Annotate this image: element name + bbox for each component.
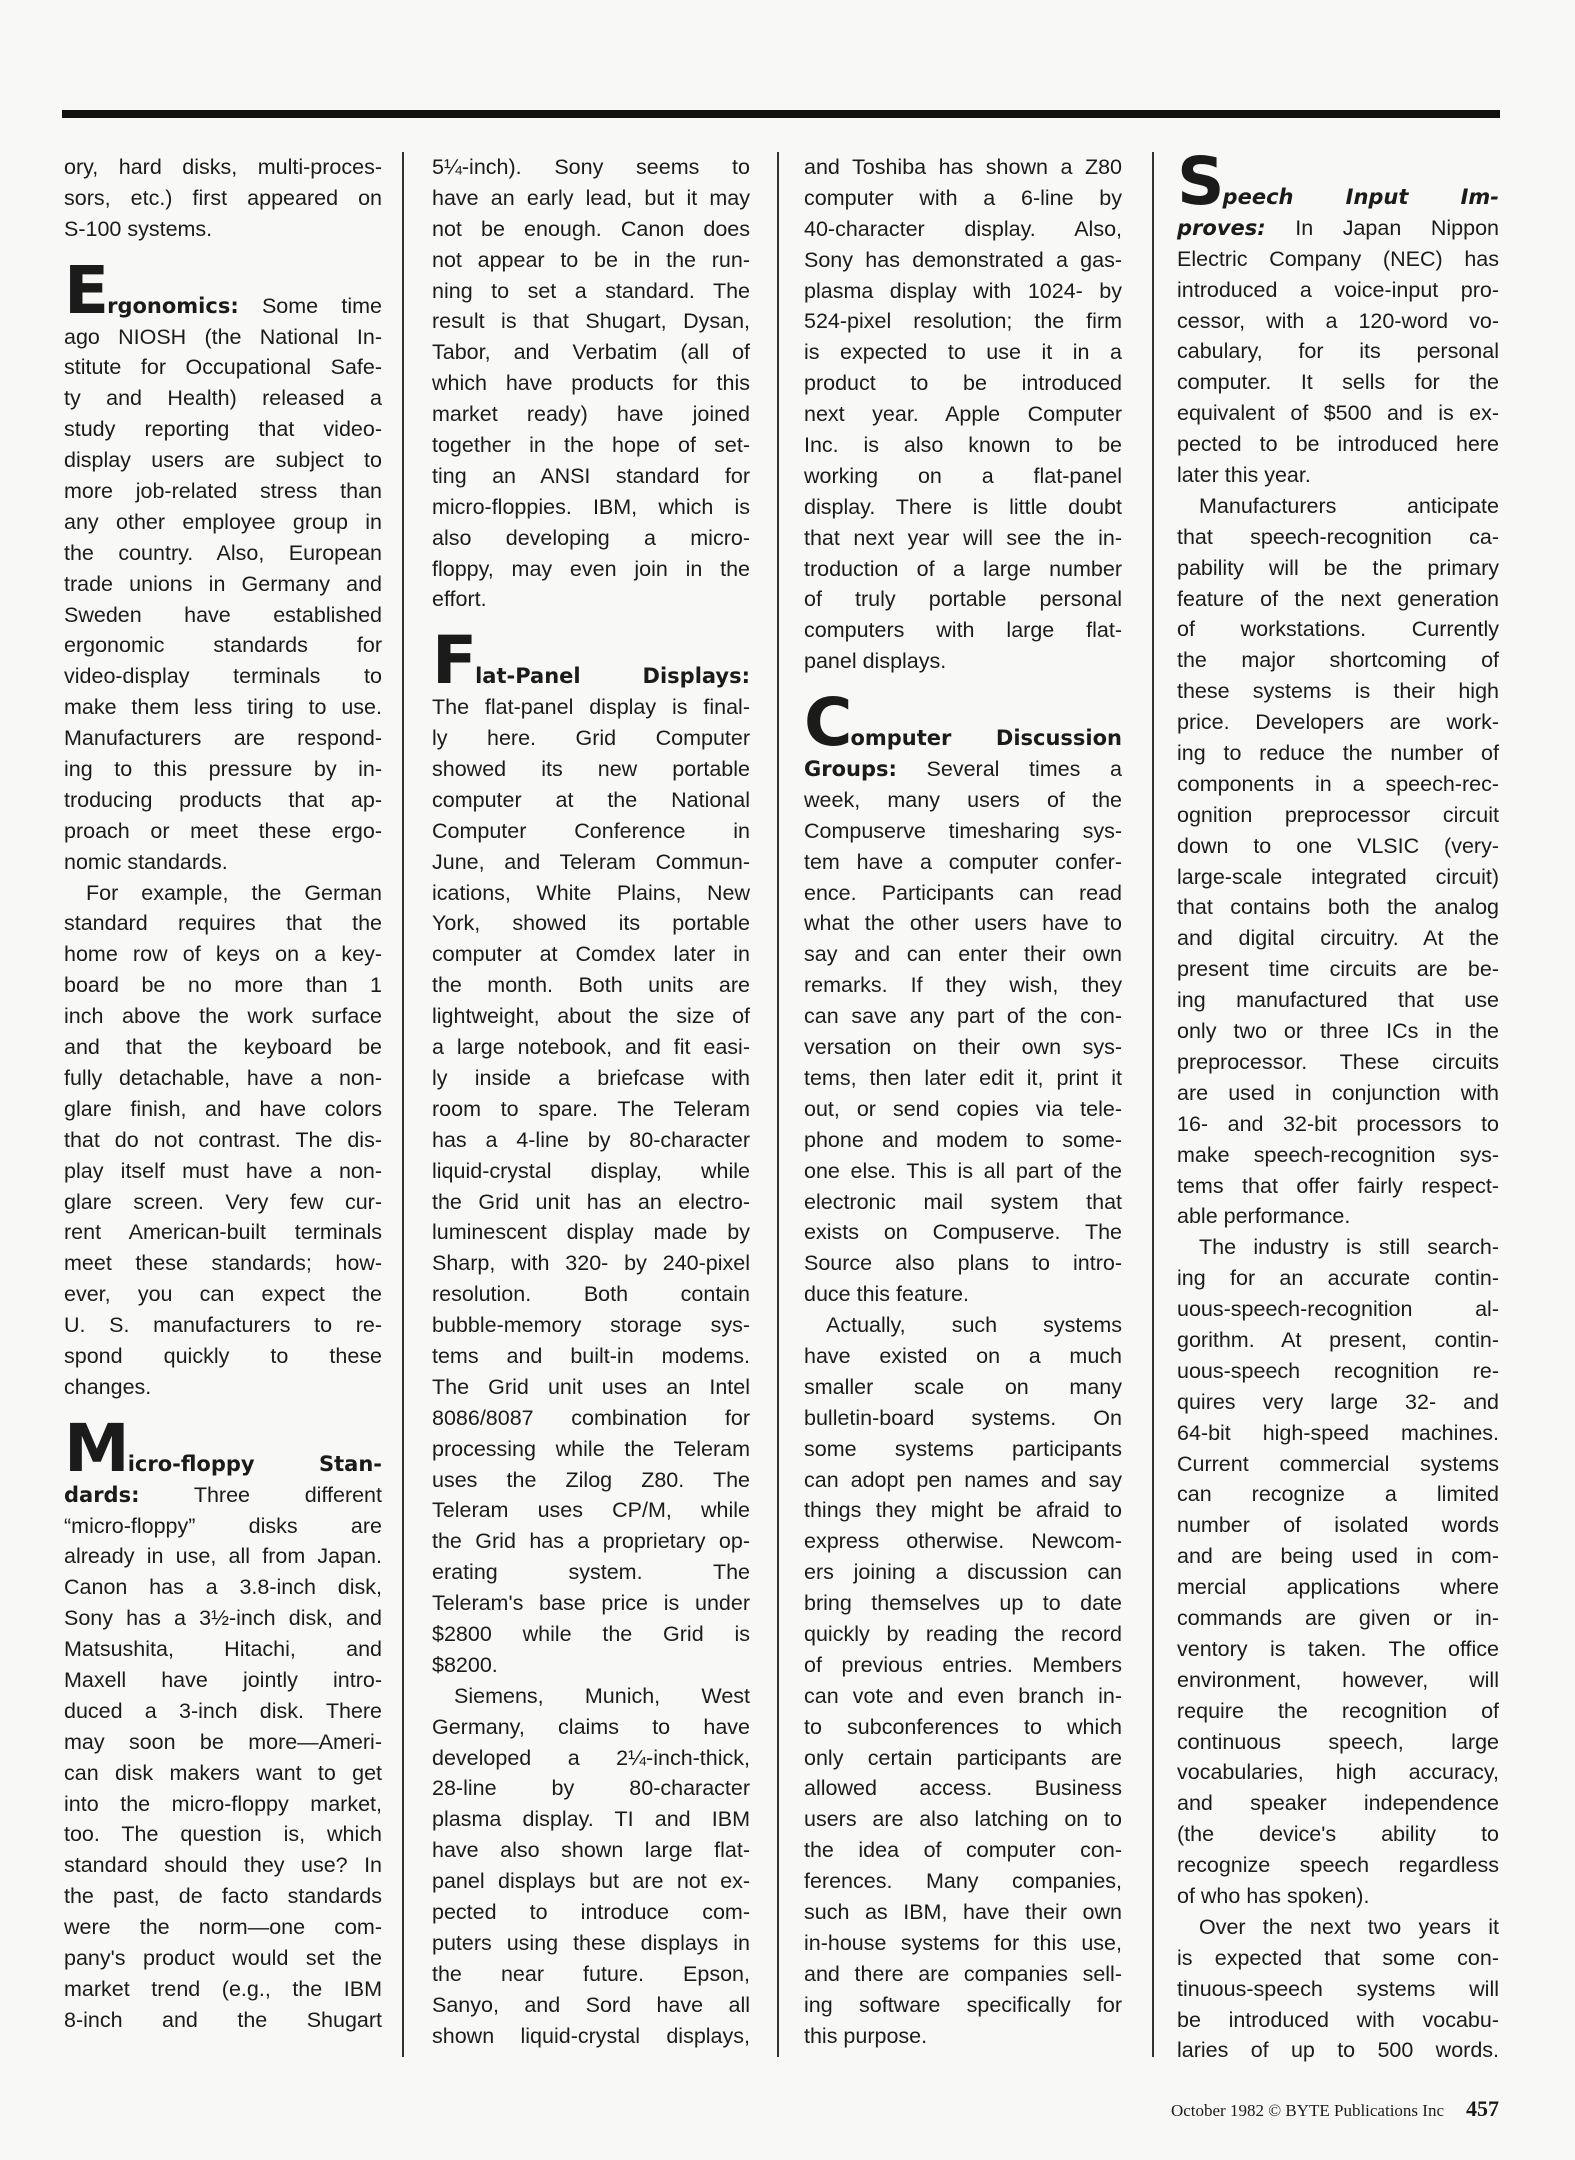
text-line: S-100 systems.: [64, 216, 213, 241]
text-line: changes.: [64, 1374, 152, 1399]
text-line: ers joining a discussion can: [804, 1560, 1122, 1585]
text-line: the idea of computer con-: [804, 1838, 1122, 1863]
text-line: smaller scale on many: [804, 1374, 1122, 1399]
text-line: [432, 622, 750, 700]
text-line: micro-floppies. IBM, which is: [432, 494, 750, 519]
text-line: Sweden have established: [64, 602, 382, 627]
text-line: duced a 3-inch disk. There: [64, 1698, 382, 1723]
text-line: phone and modem to some-: [804, 1127, 1122, 1152]
text-line: and are being used in com-: [1177, 1544, 1499, 1569]
text-line: of previous entries. Members: [804, 1652, 1122, 1677]
text-line: already in use, all from Japan.: [64, 1544, 382, 1569]
text-line: exists on Compuserve. The: [804, 1220, 1122, 1245]
text-line: be introduced with vocabu-: [1177, 2007, 1499, 2032]
text-line: vocabularies, high accuracy,: [1177, 1760, 1499, 1785]
text-line: Teleram's base price is under: [432, 1591, 750, 1616]
text-line: have also shown large flat-: [432, 1838, 750, 1863]
text-line: 5¼-inch). Sony seems to: [432, 155, 750, 179]
text-line: lightweight, about the size of: [432, 1004, 750, 1029]
text-line: play itself must have a non-: [64, 1158, 382, 1183]
column-divider: [777, 152, 779, 2057]
text-line: ago NIOSH (the National In-: [64, 324, 382, 349]
text-line: to subconferences to which: [804, 1714, 1122, 1739]
text-line: stitute for Occupational Safe-: [64, 355, 382, 380]
text-line: and speaker independence: [1177, 1791, 1499, 1816]
text-line: showed its new portable: [432, 757, 750, 782]
text-line: ing to reduce the number of: [1177, 741, 1499, 766]
text-line: Source also plans to intro-: [804, 1251, 1122, 1276]
footer-credit: October 1982 © BYTE Publications Inc: [1170, 2101, 1444, 2120]
text-line: working on a flat-panel: [804, 463, 1122, 488]
text-line: rent American-built terminals: [64, 1220, 382, 1245]
text-line: board be no more than 1: [64, 973, 382, 998]
text-line: market trend (e.g., the IBM: [64, 1976, 382, 2001]
text-line: tems, then later edit it, print it: [804, 1065, 1122, 1090]
text-line: Ergonomics: Some time: [64, 251, 382, 329]
text-line: plasma display with 1024- by: [804, 278, 1122, 303]
text-line: ory, hard disks, multi-proces-: [64, 155, 382, 179]
text-line: floppy, may even join in the: [432, 556, 750, 581]
text-line: require the recognition of: [1177, 1698, 1499, 1723]
text-line: (the device's ability to: [1177, 1822, 1499, 1847]
text-line: ergonomic standards for: [64, 633, 382, 658]
text-line: computer at the National: [432, 787, 750, 812]
text-line: product to be introduced: [804, 371, 1122, 396]
text-line: in-house systems for this use,: [804, 1930, 1122, 1955]
page-footer: [1171, 2096, 1499, 2122]
text-line: ing to this pressure by in-: [64, 757, 382, 782]
text-line: which have products for this: [432, 371, 750, 396]
text-line: developed a 2¼-inch-thick,: [432, 1745, 750, 1770]
text-line: Manufacturers are respond-: [64, 726, 382, 751]
text-line: York, showed its portable: [432, 911, 750, 936]
text-line: video-display terminals to: [64, 664, 382, 689]
text-line: Inc. is also known to be: [804, 433, 1122, 458]
paragraph: [1177, 1912, 1499, 2066]
text-line: Sanyo, and Sord have all: [432, 1992, 750, 2017]
text-line: market ready) have joined: [432, 402, 750, 427]
text-line: were the norm—one com-: [64, 1915, 382, 1940]
text-line: $8200.: [432, 1652, 498, 1677]
text-line: shown liquid-crystal displays,: [432, 2023, 750, 2048]
drop-cap: E: [64, 251, 108, 329]
text-line: pected to introduce com-: [432, 1899, 750, 1924]
text-line: ing manufactured that use: [1177, 988, 1499, 1013]
text-line: computers with large flat-: [804, 618, 1122, 643]
text-line: Computer Conference in: [432, 818, 750, 843]
text-line: Electric Company (NEC) has: [1177, 246, 1499, 271]
text-line: express otherwise. Newcom-: [804, 1529, 1122, 1554]
text-line: the month. Both units are: [432, 973, 750, 998]
text-line: down to one VLSIC (very-: [1177, 833, 1499, 858]
text-line: together in the hope of set-: [432, 433, 750, 458]
text-line: Sony has demonstrated a gas-: [804, 247, 1122, 272]
text-line: room to spare. The Teleram: [432, 1096, 750, 1121]
text-line: computer at Comdex later in: [432, 942, 750, 967]
text-line: uses the Zilog Z80. The: [432, 1467, 750, 1492]
text-line: 64-bit high-speed machines.: [1177, 1420, 1499, 1445]
text-line: processing while the Teleram: [432, 1436, 750, 1461]
text-line: proach or meet these ergo-: [64, 818, 382, 843]
text-line: the near future. Epson,: [432, 1961, 750, 1986]
text-line: say and can enter their own: [804, 942, 1122, 967]
text-line: tems that offer fairly respect-: [1177, 1173, 1499, 1198]
text-line: duce this feature.: [804, 1282, 969, 1307]
text-line: Over the next two years it: [1199, 1914, 1499, 1939]
text-line: Canon has a 3.8-inch disk,: [64, 1575, 382, 1600]
text-line: environment, however, will: [1177, 1667, 1499, 1692]
text-line: Actually, such systems: [826, 1313, 1122, 1338]
text-line: 8-inch and the Shugart: [64, 2007, 382, 2032]
text-line: users are also latching on to: [804, 1807, 1122, 1832]
text-line: Germany, claims to have: [432, 1714, 750, 1739]
text-line: result is that Shugart, Dysan,: [432, 309, 750, 334]
text-line: For example, the German: [86, 880, 382, 905]
page-number: 457: [1466, 2096, 1499, 2121]
text-line: glare screen. Very few cur-: [64, 1189, 382, 1214]
text-line: present time circuits are be-: [1177, 957, 1499, 982]
text-line: ting an ANSI standard for: [432, 463, 750, 488]
text-line: into the micro-floppy market,: [64, 1791, 382, 1816]
text-line: ly here. Grid Computer: [432, 726, 750, 751]
text-line: introduced a voice-input pro-: [1177, 277, 1499, 302]
text-line: can save any part of the con-: [804, 1004, 1122, 1029]
text-line: ications, White Plains, New: [432, 880, 750, 905]
text-line: week, many users of the: [804, 787, 1122, 812]
column-4: [1177, 143, 1499, 2066]
article-section: [1177, 143, 1499, 491]
text-line: components in a speech-rec-: [1177, 771, 1499, 796]
text-line: equivalent of $500 and is ex-: [1177, 401, 1499, 426]
text-line: “micro-floppy” disks are: [64, 1513, 382, 1538]
text-line: ing software specifically for: [804, 1992, 1122, 2017]
text-line: Manufacturers anticipate: [1199, 493, 1499, 518]
text-line: the past, de facto standards: [64, 1884, 382, 1909]
text-line: make speech-recognition sys-: [1177, 1142, 1499, 1167]
text-line: only certain participants are: [804, 1745, 1122, 1770]
text-line: Matsushita, Hitachi, and: [64, 1637, 382, 1662]
text-line: mercial applications where: [1177, 1575, 1499, 1600]
text-line: nomic standards.: [64, 849, 228, 874]
text-line: fully detachable, have a non-: [64, 1065, 382, 1090]
text-line: of truly portable personal: [804, 587, 1122, 612]
section-heading: omputer Discussion: [850, 726, 1122, 751]
text-line: Current commercial systems: [1177, 1451, 1499, 1476]
text-line: ning to set a standard. The: [432, 278, 750, 303]
top-rule: [62, 110, 1500, 118]
text-line: bring themselves up to date: [804, 1591, 1122, 1616]
text-line: and digital circuitry. At the: [1177, 926, 1499, 951]
text-line: proves: In Japan Nippon: [1177, 215, 1499, 240]
drop-cap: C: [804, 684, 851, 762]
text-line: Siemens, Munich, West: [454, 1683, 750, 1708]
text-line: can disk makers want to get: [64, 1760, 382, 1785]
text-line: such as IBM, have their own: [804, 1899, 1122, 1924]
text-line: plasma display. TI and IBM: [432, 1807, 750, 1832]
paragraph: [64, 152, 382, 245]
text-line: quickly by reading the record: [804, 1621, 1122, 1646]
text-line: spond quickly to these: [64, 1343, 382, 1368]
paragraph: [804, 1310, 1122, 2051]
text-line: quires very large 32- and: [1177, 1389, 1499, 1414]
text-line: bulletin-board systems. On: [804, 1405, 1122, 1430]
text-line: make them less tiring to use.: [64, 695, 382, 720]
text-line: [64, 1409, 382, 1487]
text-line: pany's product would set the: [64, 1945, 382, 1970]
text-line: Tabor, and Verbatim (all of: [432, 340, 750, 365]
text-line: 524-pixel resolution; the firm: [804, 309, 1122, 334]
text-line: this purpose.: [804, 2023, 928, 2048]
text-line: uous-speech recognition re-: [1177, 1358, 1499, 1383]
section-heading: proves:: [1177, 215, 1266, 240]
paragraph: [1177, 491, 1499, 1232]
text-line: bubble-memory storage sys-: [432, 1313, 750, 1338]
text-line: preprocessor. These circuits: [1177, 1049, 1499, 1074]
text-line: any other employee group in: [64, 509, 382, 534]
article-section: [64, 1409, 382, 2036]
drop-cap: S: [1177, 143, 1223, 220]
text-line: able performance.: [1177, 1204, 1351, 1229]
text-line: cessor, with a 120-word vo-: [1177, 308, 1499, 333]
text-line: some systems participants: [804, 1436, 1122, 1461]
text-line: Maxell have jointly intro-: [64, 1667, 382, 1692]
text-line: [804, 684, 1122, 762]
text-line: tinuous-speech systems will: [1177, 1976, 1499, 2001]
article-section: [64, 251, 382, 878]
text-line: [1177, 143, 1499, 220]
text-line: number of isolated words: [1177, 1513, 1499, 1538]
text-line: versation on their own sys-: [804, 1035, 1122, 1060]
text-line: allowed access. Business: [804, 1776, 1122, 1801]
text-line: Teleram uses CP/M, while: [432, 1498, 750, 1523]
text-line: June, and Teleram Commun-: [432, 849, 750, 874]
text-line: Groups: Several times a: [804, 757, 1122, 782]
text-line: 16- and 32-bit processors to: [1177, 1111, 1499, 1136]
text-line: The industry is still search-: [1199, 1235, 1499, 1260]
section-heading: dards:: [64, 1482, 140, 1507]
text-line: the Grid unit has an electro-: [432, 1189, 750, 1214]
column-1: [64, 152, 382, 2036]
text-line: pability will be the primary: [1177, 555, 1499, 580]
text-line: trade unions in Germany and: [64, 571, 382, 596]
text-line: not appear to be in the run-: [432, 247, 750, 272]
text-line: standard requires that the: [64, 911, 382, 936]
text-line: resolution. Both contain: [432, 1282, 750, 1307]
text-line: meet these standards; how-: [64, 1251, 382, 1276]
paragraph: [64, 878, 382, 1403]
text-line: continuous speech, large: [1177, 1729, 1499, 1754]
column-3: [804, 152, 1122, 2051]
text-line: large-scale integrated circuit): [1177, 864, 1499, 889]
drop-cap: M: [64, 1409, 128, 1487]
text-line: what the other users have to: [804, 911, 1122, 936]
text-line: is expected that some con-: [1177, 1945, 1499, 1970]
paragraph: [1177, 1232, 1499, 1912]
drop-cap: F: [432, 622, 476, 700]
text-line: may soon be more—Ameri-: [64, 1729, 382, 1754]
text-line: ognition preprocessor circuit: [1177, 802, 1499, 827]
text-line: have an early lead, but it may: [432, 185, 750, 210]
text-line: can vote and even branch in-: [804, 1683, 1122, 1708]
text-line: the Grid has a proprietary op-: [432, 1529, 750, 1554]
text-line: glare finish, and have colors: [64, 1096, 382, 1121]
text-line: that contains both the analog: [1177, 895, 1499, 920]
column-divider: [402, 152, 404, 2057]
text-line: 40-character display. Also,: [804, 216, 1122, 241]
column-2: [432, 152, 750, 2051]
text-line: 28-line by 80-character: [432, 1776, 750, 1801]
text-line: commands are given or in-: [1177, 1605, 1499, 1630]
text-line: of who has spoken).: [1177, 1883, 1370, 1908]
text-line: not be enough. Canon does: [432, 216, 750, 241]
text-line: computer with a 6-line by: [804, 185, 1122, 210]
text-line: tem have a computer confer-: [804, 849, 1122, 874]
text-line: price. Developers are work-: [1177, 710, 1499, 735]
text-line: The flat-panel display is final-: [432, 695, 750, 720]
text-line: ventory is taken. The office: [1177, 1636, 1499, 1661]
text-line: effort.: [432, 587, 487, 612]
text-line: ence. Participants can read: [804, 880, 1122, 905]
text-line: electronic mail system that: [804, 1189, 1122, 1214]
text-line: 8086/8087 combination for: [432, 1405, 750, 1430]
text-line: that speech-recognition ca-: [1177, 524, 1499, 549]
text-line: can recognize a limited: [1177, 1482, 1499, 1507]
text-line: is expected to use it in a: [804, 340, 1122, 365]
text-line: ing for an accurate contin-: [1177, 1266, 1499, 1291]
text-line: U. S. manufacturers to re-: [64, 1313, 382, 1338]
article-section: [804, 684, 1122, 1310]
paragraph: [432, 152, 750, 615]
text-line: one else. This is all part of the: [804, 1158, 1122, 1183]
text-line: also developing a micro-: [432, 525, 750, 550]
text-line: study reporting that video-: [64, 417, 382, 442]
text-line: have existed on a much: [804, 1343, 1122, 1368]
text-line: too. The question is, which: [64, 1822, 382, 1847]
text-line: troducing products that ap-: [64, 787, 382, 812]
text-line: luminescent display made by: [432, 1220, 750, 1245]
text-line: can adopt pen names and say: [804, 1467, 1122, 1492]
text-line: ly inside a briefcase with: [432, 1065, 750, 1090]
text-line: troduction of a large number: [804, 556, 1122, 581]
text-line: liquid-crystal display, while: [432, 1158, 750, 1183]
text-line: things they might be afraid to: [804, 1498, 1122, 1523]
text-line: ty and Health) released a: [64, 386, 382, 411]
text-line: and that the keyboard be: [64, 1035, 382, 1060]
text-line: Sharp, with 320- by 240-pixel: [432, 1251, 750, 1276]
column-divider: [1152, 152, 1154, 2057]
text-line: are used in conjunction with: [1177, 1080, 1499, 1105]
text-line: Sony has a 3½-inch disk, and: [64, 1606, 382, 1631]
text-line: tems and built-in modems.: [432, 1343, 750, 1368]
text-line: gorithm. At present, contin-: [1177, 1327, 1499, 1352]
text-line: panel displays.: [804, 649, 947, 674]
text-line: that do not contrast. The dis-: [64, 1127, 382, 1152]
paragraph: [432, 1681, 750, 2052]
text-line: The Grid unit uses an Intel: [432, 1374, 750, 1399]
text-line: cabulary, for its personal: [1177, 339, 1499, 364]
text-line: next year. Apple Computer: [804, 402, 1122, 427]
text-line: ferences. Many companies,: [804, 1869, 1122, 1894]
text-line: dards: Three different: [64, 1482, 382, 1507]
text-line: of workstations. Currently: [1177, 617, 1499, 642]
section-heading: rgonomics:: [107, 293, 239, 318]
article-section: [432, 622, 750, 1680]
text-line: erating system. The: [432, 1560, 750, 1585]
text-line: standard should they use? In: [64, 1853, 382, 1878]
paragraph: [804, 152, 1122, 677]
text-line: inch above the work surface: [64, 1004, 382, 1029]
text-line: recognize speech regardless: [1177, 1853, 1499, 1878]
text-line: uous-speech-recognition al-: [1177, 1297, 1499, 1322]
text-line: that next year will see the in-: [804, 525, 1122, 550]
section-heading: peech Input Im-: [1222, 185, 1499, 209]
text-line: has a 4-line by 80-character: [432, 1127, 750, 1152]
text-line: display. There is little doubt: [804, 494, 1122, 519]
text-line: feature of the next generation: [1177, 586, 1499, 611]
text-line: more job-related stress than: [64, 479, 382, 504]
text-line: display users are subject to: [64, 448, 382, 473]
section-heading: Groups:: [804, 757, 897, 782]
text-line: ever, you can expect the: [64, 1282, 382, 1307]
text-line: out, or send copies via tele-: [804, 1096, 1122, 1121]
text-line: $2800 while the Grid is: [432, 1621, 750, 1646]
text-line: puters using these displays in: [432, 1930, 750, 1955]
text-line: only two or three ICs in the: [1177, 1019, 1499, 1044]
text-line: these systems is their high: [1177, 679, 1499, 704]
text-line: the country. Also, European: [64, 540, 382, 565]
text-line: the major shortcoming of: [1177, 648, 1499, 673]
text-line: computer. It sells for the: [1177, 370, 1499, 395]
text-line: and Toshiba has shown a Z80: [804, 155, 1122, 179]
section-heading: lat-Panel Displays:: [475, 664, 750, 689]
text-line: laries of up to 500 words.: [1177, 2038, 1499, 2063]
text-line: sors, etc.) first appeared on: [64, 185, 382, 210]
section-heading: icro-floppy Stan-: [127, 1451, 382, 1476]
text-line: panel displays but are not ex-: [432, 1869, 750, 1894]
text-line: Compuserve timesharing sys-: [804, 818, 1122, 843]
text-line: remarks. If they wish, they: [804, 973, 1122, 998]
text-line: home row of keys on a key-: [64, 942, 382, 967]
text-line: a large notebook, and fit easi-: [432, 1035, 750, 1060]
text-line: and there are companies sell-: [804, 1961, 1122, 1986]
text-line: pected to be introduced here: [1177, 432, 1499, 457]
text-line: later this year.: [1177, 463, 1311, 488]
